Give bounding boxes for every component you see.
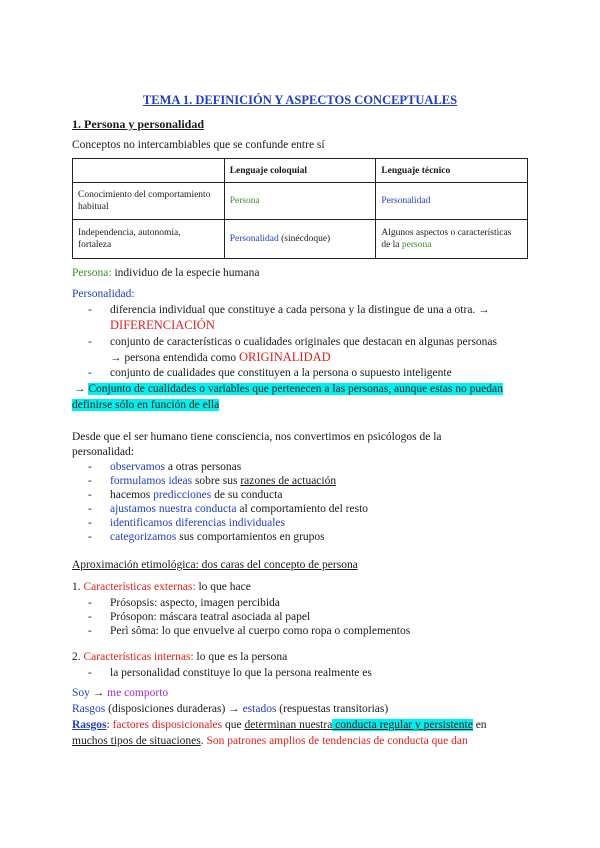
text-purple: me comporto [107, 687, 169, 699]
persona-definition [72, 266, 259, 281]
soy-line [72, 686, 168, 701]
cell-text: Algunos aspectos o características [381, 228, 512, 238]
list-item: Prósopsis: aspecto, imagen percibida [110, 597, 280, 609]
section-intro: Conceptos no intercambiables que se confunde entre sí [72, 139, 325, 151]
text: a otras personas [164, 461, 242, 473]
text-underlined: muchos tipos de situaciones [72, 735, 201, 747]
text: lo que hace [195, 581, 251, 593]
text: lo que es la persona [193, 651, 288, 663]
text: 2. [72, 651, 84, 663]
table-cell [376, 220, 528, 259]
text-blue: Soy [72, 687, 90, 699]
list-item [110, 516, 285, 531]
list-item: la personalidad constituye lo que la persona realmente es [110, 667, 372, 679]
text: de su conducta [211, 489, 283, 501]
text-blue: ajustamos nuestra conducta [110, 503, 237, 515]
text-underlined: razones de actuación [240, 475, 337, 487]
page-title: TEMA 1. DEFINICIÓN Y ASPECTOS CONCEPTUALES [142, 93, 458, 107]
bullet-dash: - [88, 336, 92, 348]
text: (respuestas transitorias) [276, 703, 389, 715]
bullet-dash: - [88, 611, 92, 623]
cell-text: (sinécdoque) [278, 234, 331, 244]
table-header-row [73, 159, 528, 183]
list-item: diferencia individual que constituye a cada persona y la distingue de una a otra. → [110, 304, 490, 316]
bullet-dash: - [88, 367, 92, 379]
text: 1. [72, 581, 84, 593]
text: en [472, 719, 487, 731]
table-row [73, 183, 528, 220]
table-cell [73, 220, 225, 259]
etymology-heading: Aproximación etimológica: dos caras del concepto de persona [72, 559, 358, 571]
text-blue: predicciones [153, 489, 212, 501]
cell-text: persona [401, 240, 432, 250]
bullet-dash: - [88, 667, 92, 679]
table-header-cell [73, 159, 225, 183]
bullet-dash: - [88, 489, 92, 501]
list-item: Perì sôma: lo que envuelve al cuerpo como ropa o complementos [110, 625, 411, 637]
text-blue: estados [242, 703, 277, 715]
text-blue: Rasgos [72, 703, 106, 715]
list-item [110, 488, 282, 503]
list-item-red: DIFERENCIACIÓN [110, 318, 215, 332]
text-blue: identificamos diferencias individuales [110, 517, 285, 529]
comparison-table [72, 158, 528, 259]
conclusion-cont [72, 398, 219, 413]
text: → persona entendida como [110, 352, 240, 364]
highlight-text: definirse sólo en función de ella [72, 399, 220, 411]
external-characteristics [72, 580, 251, 595]
text: . [200, 735, 207, 747]
table-header-cell: Lenguaje técnico [376, 159, 528, 183]
highlight-text: conducta regular y persistente [332, 719, 473, 731]
table-cell [224, 220, 376, 259]
text-blue: observamos [110, 461, 165, 473]
bullet-dash: - [88, 475, 92, 487]
text-red: Son patrones amplios de tendencias de conducta que dan [206, 735, 468, 747]
paragraph: Desde que el ser humano tiene consciencia, nos convertimos en psicólogos de la [72, 431, 442, 443]
text: que [222, 719, 245, 731]
cell-text: Conocimiento del comportamiento [78, 190, 211, 200]
paragraph: personalidad: [72, 446, 134, 458]
definition-text: individuo de la especie humana [111, 267, 260, 279]
text: sobre sus [192, 475, 241, 487]
text-red: Características externas: [83, 581, 196, 593]
text: hacemos [110, 489, 154, 501]
list-item [110, 502, 368, 517]
list-item [110, 530, 325, 545]
cell-text: fortaleza [78, 240, 112, 250]
conclusion [74, 382, 503, 397]
highlight-text: Conjunto de cualidades o variables que pertenecen a las personas, aunque estas no puedan [88, 383, 503, 395]
table-header-cell: Lenguaje coloquial [224, 159, 376, 183]
table-cell: Personalidad [376, 183, 528, 220]
arrow: → [89, 687, 108, 699]
section-heading: 1. Persona y personalidad [72, 117, 205, 131]
text-red: factores disposicionales [112, 719, 223, 731]
cell-text: Personalidad [229, 234, 279, 244]
text: al comportamiento del resto [236, 503, 369, 515]
list-item: conjunto de cualidades que constituyen a la persona o supuesto inteligente [110, 367, 452, 379]
text-blue: formulamos ideas [110, 475, 193, 487]
table-cell [73, 183, 225, 220]
text: sus comportamientos en grupos [176, 531, 325, 543]
bullet-dash: - [88, 304, 92, 316]
text: : [106, 719, 113, 731]
list-item [110, 350, 331, 366]
text: (disposiciones duraderas) → [105, 703, 243, 715]
table-cell: Persona [224, 183, 376, 220]
list-item: Prósopon: máscara teatral asociada al papel [110, 611, 311, 623]
bullet-dash: - [88, 597, 92, 609]
bullet-dash: - [88, 531, 92, 543]
cell-text: de la [381, 240, 402, 250]
text-underlined: determinan nuestra [244, 719, 333, 731]
bullet-dash: - [88, 517, 92, 529]
bullet-dash: - [88, 461, 92, 473]
term: Persona: [72, 267, 112, 279]
rasgos-definition [72, 718, 487, 733]
text-red: Características internas: [83, 651, 194, 663]
internal-characteristics [72, 650, 287, 665]
rasgos-definition-cont [72, 734, 468, 749]
text-red: ORIGINALIDAD [239, 350, 331, 364]
list-item [110, 460, 241, 475]
list-item: conjunto de características o cualidades originales que destacan en algunas personas [110, 336, 498, 348]
table-row [73, 220, 528, 259]
rasgos-line [72, 702, 388, 717]
arrow: → [74, 383, 86, 395]
bullet-dash: - [88, 625, 92, 637]
term: Rasgos [72, 719, 107, 731]
personalidad-term: Personalidad: [72, 288, 135, 300]
cell-text: habitual [78, 202, 109, 212]
list-item [110, 474, 336, 489]
cell-text: Independencia, autonomía, [78, 228, 181, 238]
bullet-dash: - [88, 503, 92, 515]
text-blue: categorizamos [110, 531, 177, 543]
